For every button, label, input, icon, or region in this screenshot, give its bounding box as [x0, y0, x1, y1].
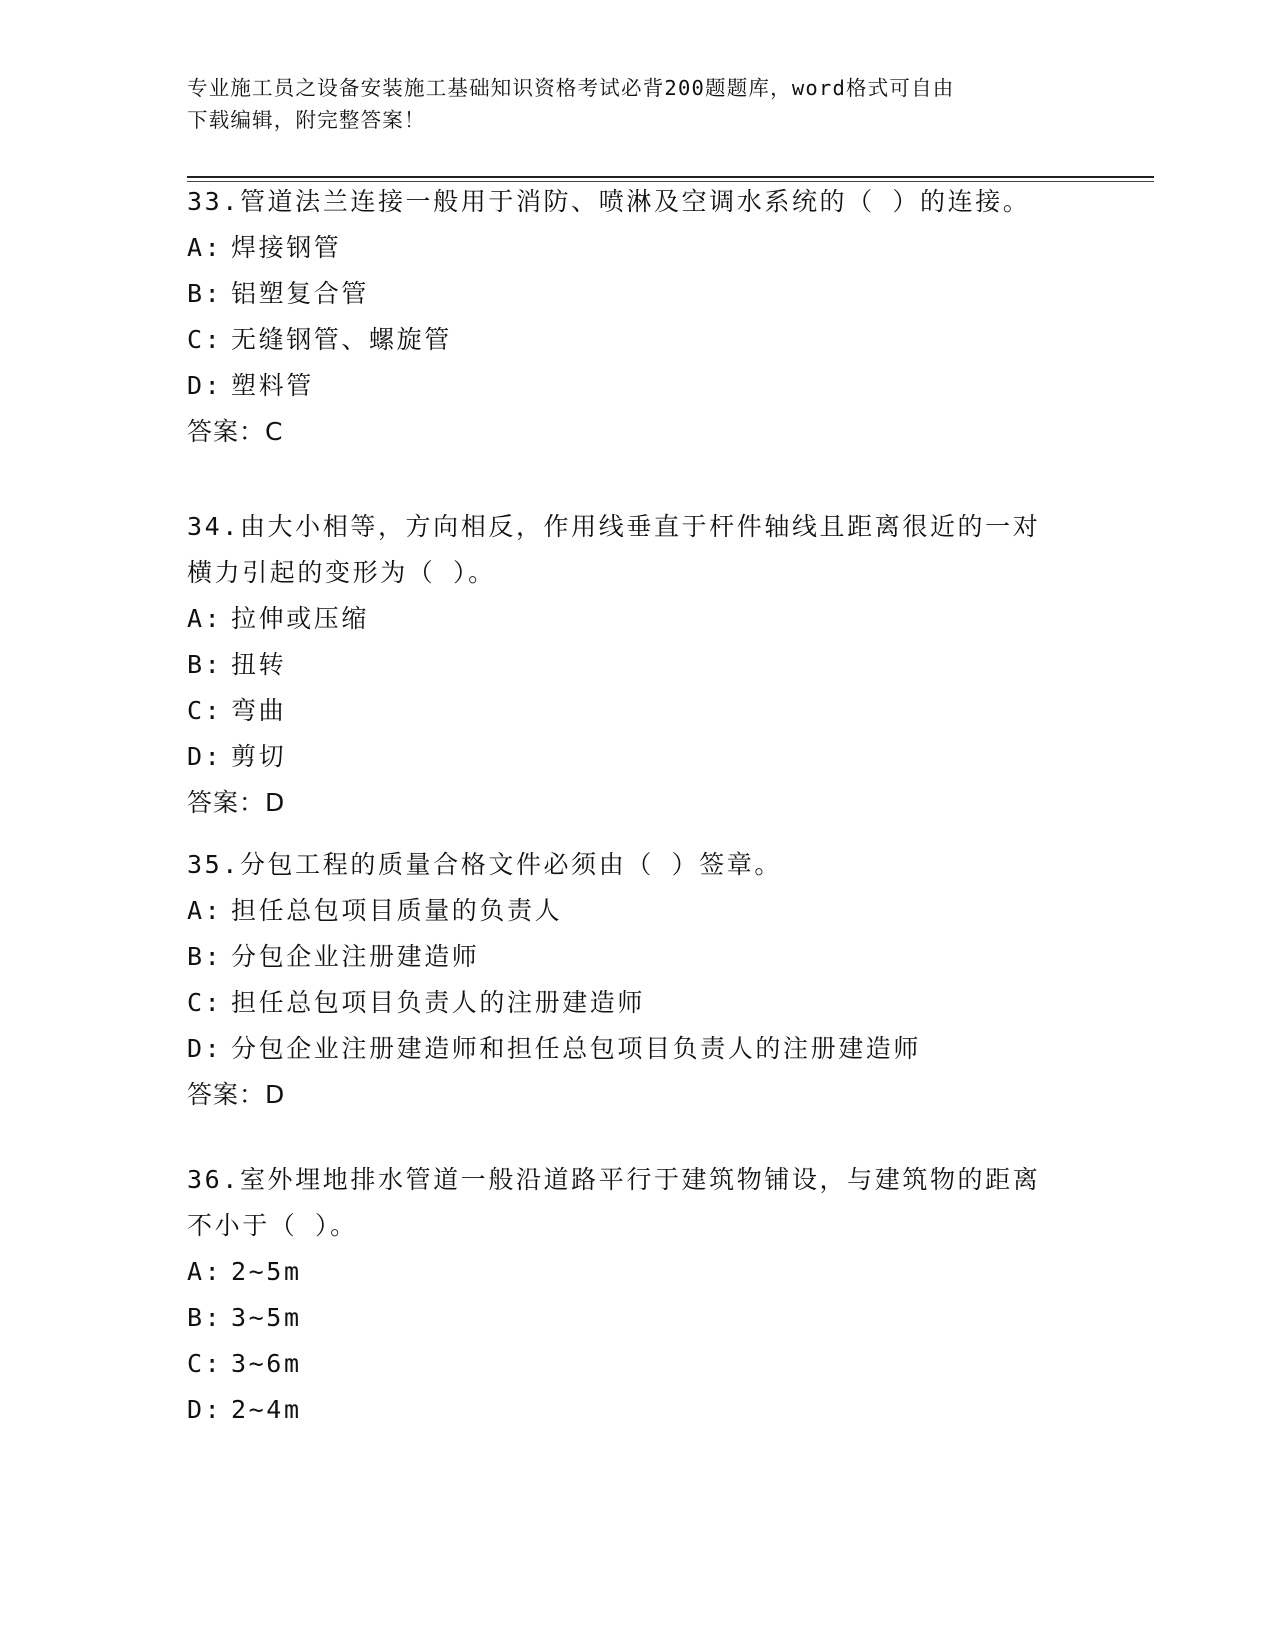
option-text: 3~6m: [231, 1349, 302, 1378]
option-text: 剪切: [231, 742, 287, 771]
question-33-answer: 答案：C: [187, 417, 284, 446]
option-text: 扭转: [231, 650, 287, 679]
question-36-option-b: [187, 1295, 1147, 1341]
option-letter: B:: [187, 279, 223, 308]
option-text: 担任总包项目质量的负责人: [231, 896, 563, 925]
question-34-stem-line-1: 34.由大小相等，方向相反，作用线垂直于杆件轴线且距离很近的一对: [187, 512, 1041, 541]
option-letter: B:: [187, 650, 223, 679]
question-35-option-a: [187, 888, 1147, 934]
option-text: 分包企业注册建造师: [231, 942, 480, 971]
question-33-option-b: [187, 271, 1147, 317]
question-36-stem-line-2: 不小于（ ）。: [187, 1211, 358, 1240]
option-letter: A:: [187, 233, 223, 262]
option-text: 担任总包项目负责人的注册建造师: [231, 988, 646, 1017]
option-text: 2~4m: [231, 1395, 302, 1424]
option-letter: A:: [187, 1257, 223, 1286]
question-35-option-b: [187, 934, 1147, 980]
header-divider-thick: [187, 176, 1154, 178]
question-35-option-c: [187, 980, 1147, 1026]
option-letter: B:: [187, 1303, 223, 1332]
option-letter: B:: [187, 942, 223, 971]
option-text: 焊接钢管: [231, 233, 342, 262]
header-line-2: 下载编辑，附完整答案！: [187, 108, 426, 132]
option-text: 弯曲: [231, 696, 287, 725]
question-33-option-d: [187, 363, 1147, 409]
option-letter: C:: [187, 696, 223, 725]
option-letter: D:: [187, 371, 223, 400]
question-36-option-c: [187, 1341, 1147, 1387]
option-letter: A:: [187, 896, 223, 925]
option-letter: D:: [187, 1034, 223, 1063]
question-35-answer: 答案：D: [187, 1080, 286, 1109]
document-header: [187, 72, 1077, 136]
option-text: 拉伸或压缩: [231, 604, 370, 633]
question-34-option-d: [187, 734, 1147, 780]
question-36-option-a: [187, 1249, 1147, 1295]
question-35-stem: 35.分包工程的质量合格文件必须由（ ）签章。: [187, 850, 783, 879]
question-36: [187, 1157, 1147, 1433]
option-text: 2~5m: [231, 1257, 302, 1286]
option-text: 3~5m: [231, 1303, 302, 1332]
option-text: 铝塑复合管: [231, 279, 370, 308]
question-34-option-a: [187, 596, 1147, 642]
question-36-option-d: [187, 1387, 1147, 1433]
question-33-option-a: [187, 225, 1147, 271]
option-letter: D:: [187, 742, 223, 771]
question-34-stem-line-2: 横力引起的变形为（ ）。: [187, 558, 496, 587]
header-line-1: 专业施工员之设备安装施工基础知识资格考试必背200题题库，word格式可自由: [187, 76, 955, 100]
option-letter: C:: [187, 988, 223, 1017]
question-33-stem: 33.管道法兰连接一般用于消防、喷淋及空调水系统的（ ）的连接。: [187, 187, 1031, 216]
question-36-stem-line-1: 36.室外埋地排水管道一般沿道路平行于建筑物铺设，与建筑物的距离: [187, 1165, 1041, 1194]
option-text: 塑料管: [231, 371, 314, 400]
question-35: [187, 842, 1147, 1118]
question-33-option-c: [187, 317, 1147, 363]
question-34-option-b: [187, 642, 1147, 688]
option-letter: D:: [187, 1395, 223, 1424]
question-34: [187, 504, 1147, 826]
question-34-option-c: [187, 688, 1147, 734]
option-text: 分包企业注册建造师和担任总包项目负责人的注册建造师: [231, 1034, 922, 1063]
question-34-answer: 答案：D: [187, 788, 286, 817]
question-35-option-d: [187, 1026, 1147, 1072]
option-letter: C:: [187, 325, 223, 354]
option-text: 无缝钢管、螺旋管: [231, 325, 452, 354]
question-33: [187, 179, 1147, 455]
option-letter: C:: [187, 1349, 223, 1378]
option-letter: A:: [187, 604, 223, 633]
